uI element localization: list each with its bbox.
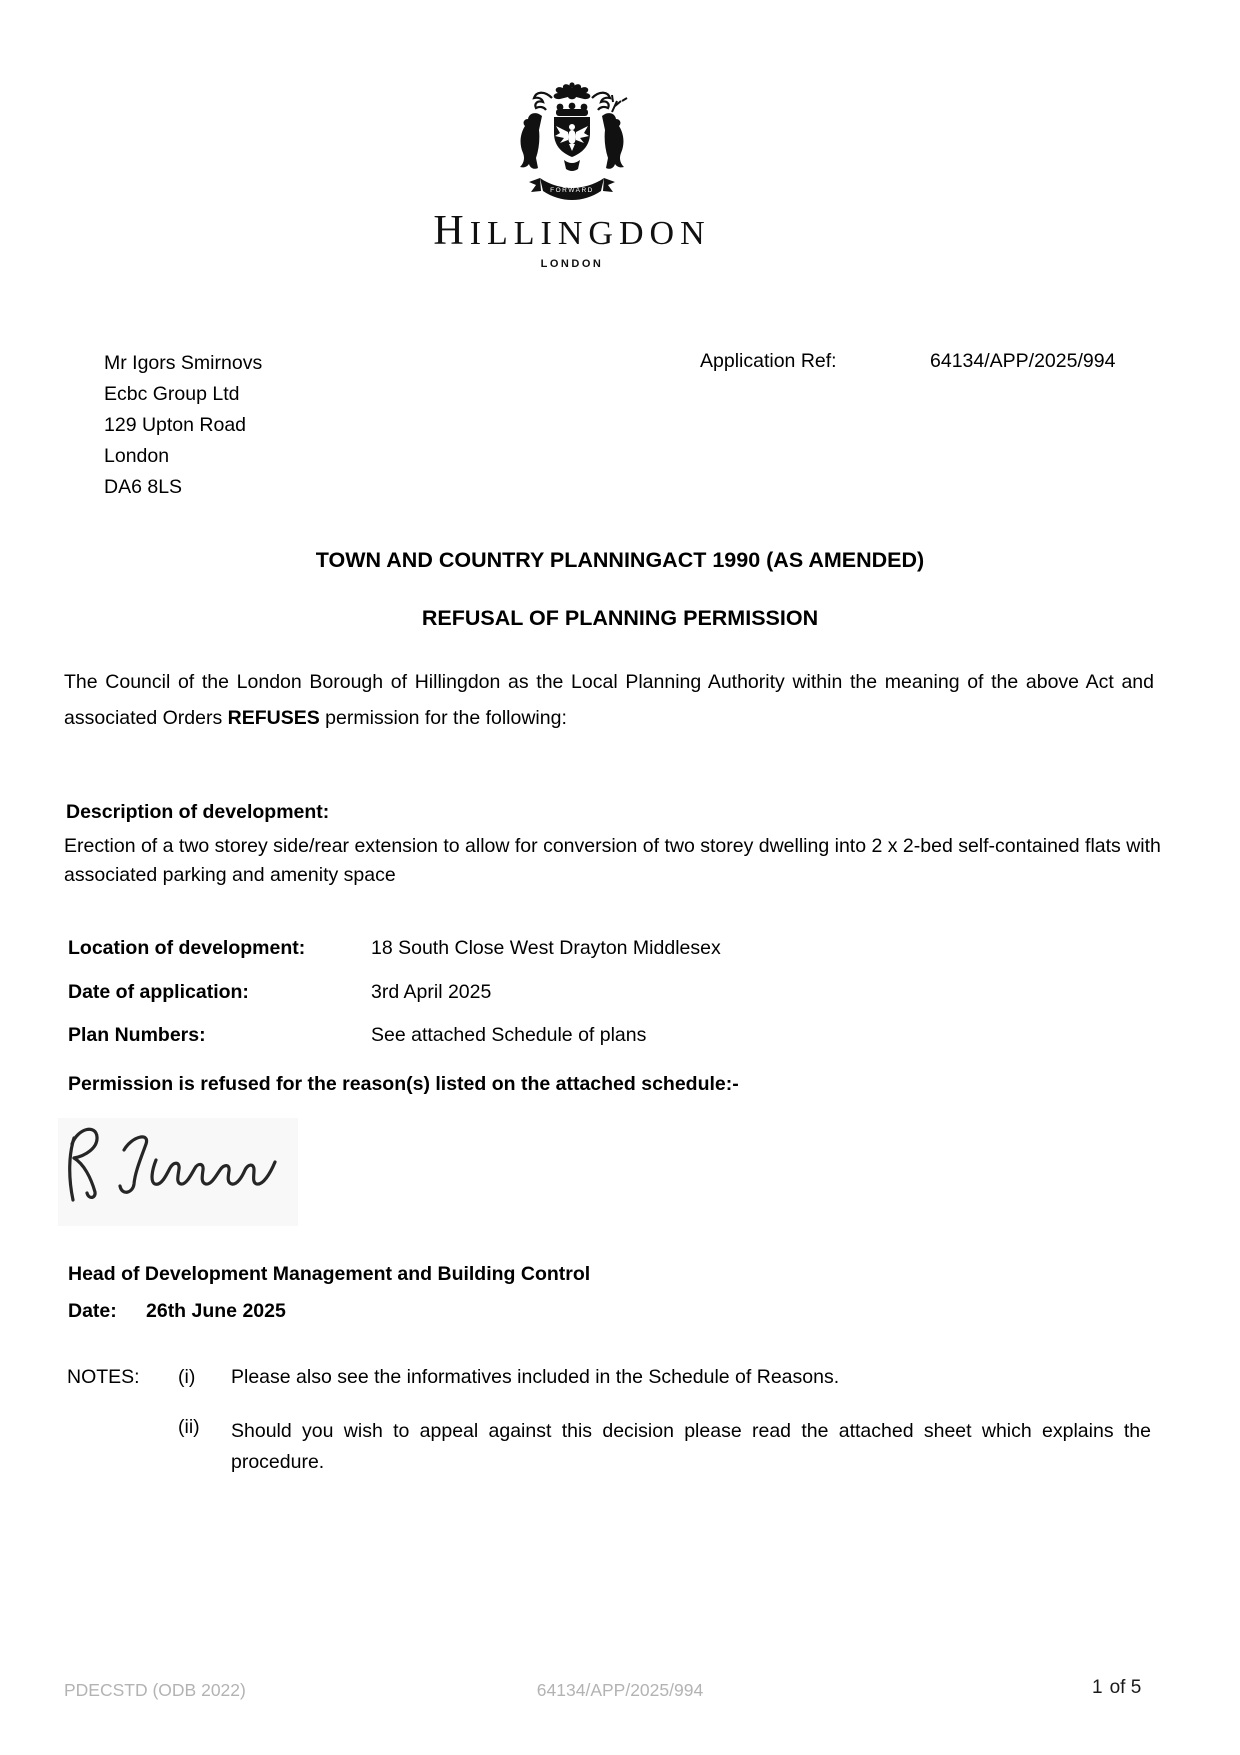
detail-label-plans: Plan Numbers:	[68, 1024, 206, 1046]
act-title: TOWN AND COUNTRY PLANNINGACT 1990 (AS AMENDED)	[315, 548, 925, 572]
crest-bird-icon	[554, 82, 591, 99]
detail-label-date: Date of application:	[68, 981, 249, 1003]
recipient-line: Ecbc Group Ltd	[104, 383, 240, 405]
footer-doc-code: PDECSTD (ODB 2022)	[64, 1680, 246, 1700]
signature-area	[58, 1118, 298, 1226]
intro-text-after: permission for the following:	[319, 707, 567, 729]
logo-subtitle: LONDON	[540, 258, 604, 270]
logo-wordmark: HILLINGDON	[433, 208, 711, 254]
note-2-number: (ii)	[178, 1416, 200, 1438]
crest-motto-banner-icon	[529, 178, 615, 200]
application-ref-value: 64134/APP/2025/994	[930, 350, 1116, 372]
detail-label-location: Location of development:	[68, 937, 306, 959]
crest-motto-text: FORWARD	[550, 187, 594, 194]
council-logo	[412, 80, 732, 270]
decision-date-value: 26th June 2025	[146, 1300, 286, 1322]
crest-compartment-icon	[564, 160, 580, 171]
description-text: Erection of a two storey side/rear extension to allow for conversion of two storey dwelling into 2 x 2-bed self-contained flats with associated parking and amenity space	[64, 835, 1161, 886]
recipient-address	[104, 348, 262, 503]
notes-label: NOTES:	[67, 1366, 140, 1388]
footer-page-number: 1	[1092, 1677, 1103, 1698]
recipient-line: 129 Upton Road	[104, 414, 247, 436]
detail-value-location: 18 South Close West Drayton Middlesex	[371, 937, 721, 959]
application-ref-label: Application Ref:	[700, 350, 837, 372]
detail-value-date: 3rd April 2025	[371, 981, 492, 1003]
crest-supporter-left-icon	[520, 113, 542, 169]
recipient-line: Mr Igors Smirnovs	[104, 352, 263, 374]
signatory-role: Head of Development Management and Building Control	[68, 1263, 591, 1285]
note-2-text: Should you wish to appeal against this decision please read the attached sheet which explains the procedure.	[231, 1420, 1151, 1473]
footer-page-of: of 5	[1109, 1677, 1142, 1698]
note-1-text: Please also see the informatives included in the Schedule of Reasons.	[231, 1366, 840, 1388]
footer-page-indicator	[1092, 1677, 1141, 1699]
signature-handwriting-icon	[58, 1118, 294, 1222]
intro-paragraph	[64, 664, 1154, 736]
recipient-line: DA6 8LS	[104, 476, 183, 498]
decision-title: REFUSAL OF PLANNING PERMISSION	[421, 606, 819, 630]
crest-coronet-icon	[556, 103, 588, 116]
hillingdon-crest-icon	[512, 80, 632, 204]
decision-date-label: Date:	[68, 1300, 117, 1322]
detail-value-plans: See attached Schedule of plans	[371, 1024, 647, 1046]
intro-text-before: The Council of the London Borough of Hillingdon as the Local Planning Authority within the meaning of the above Act and associated Orders	[64, 671, 1154, 729]
intro-refuses-word: REFUSES	[227, 707, 320, 729]
note-1-number: (i)	[178, 1366, 196, 1388]
description-label: Description of development:	[66, 801, 330, 823]
footer-application-ref: 64134/APP/2025/994	[536, 1680, 704, 1700]
refusal-statement: Permission is refused for the reason(s) listed on the attached schedule:-	[68, 1073, 739, 1095]
recipient-line: London	[104, 445, 170, 467]
